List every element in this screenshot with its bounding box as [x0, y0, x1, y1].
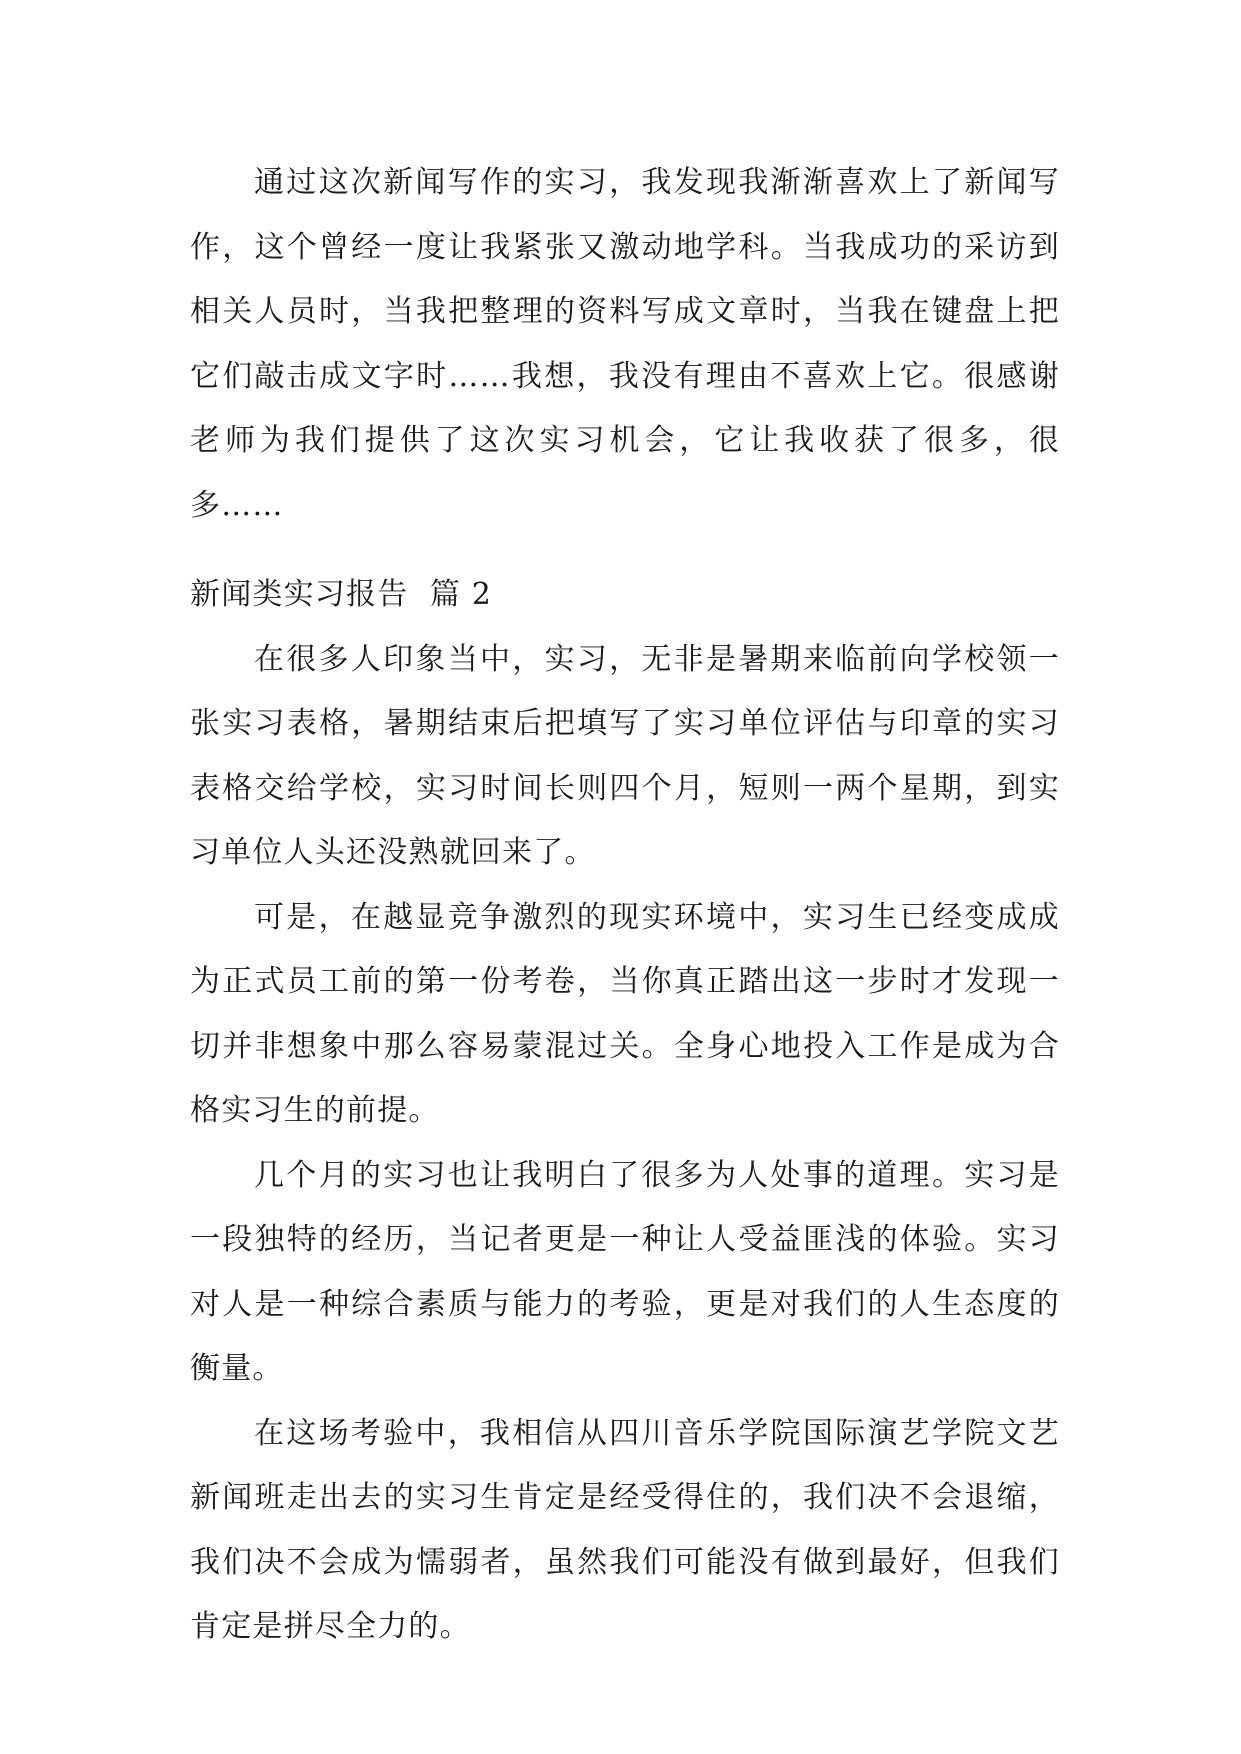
report-section [190, 563, 1060, 1660]
intro-paragraph: 通过这次新闻写作的实习，我发现我渐渐喜欢上了新闻写作，这个曾经一度让我紧张又激动地学科。当我成功的采访到相关人员时，当我把整理的资料写成文章时，当我在键盘上把它们敲击成文字时……我想，我没有理由不喜欢上它。很感谢老师为我们提供了这次实习机会，它让我收获了很多，很多…… [190, 165, 1060, 523]
intro-section [190, 151, 1060, 538]
body-paragraph: 几个月的实习也让我明白了很多为人处事的道理。实习是一段独特的经历，当记者更是一种让人受益匪浅的体验。实习对人是一种综合素质与能力的考验，更是对我们的人生态度的衡量。 [190, 1157, 1060, 1386]
section-heading: 新闻类实习报告 篇 2 [190, 577, 493, 612]
body-paragraph: 可是，在越显竞争激烈的现实环境中，实习生已经变成成为正式员工前的第一份考卷，当你真正踏出这一步时才发现一切并非想象中那么容易蒙混过关。全身心地投入工作是成为合格实习生的前提。 [190, 899, 1060, 1128]
body-paragraph: 在这场考验中，我相信从四川音乐学院国际演艺学院文艺新闻班走出去的实习生肯定是经受得住的，我们决不会退缩，我们决不会成为懦弱者，虽然我们可能没有做到最好，但我们肯定是拼尽全力的。 [190, 1415, 1060, 1644]
body-paragraph: 在很多人印象当中，实习，无非是暑期来临前向学校领一张实习表格，暑期结束后把填写了实习单位评估与印章的实习表格交给学校，实习时间长则四个月，短则一两个星期，到实习单位人头还没熟就回来了。 [190, 641, 1060, 870]
